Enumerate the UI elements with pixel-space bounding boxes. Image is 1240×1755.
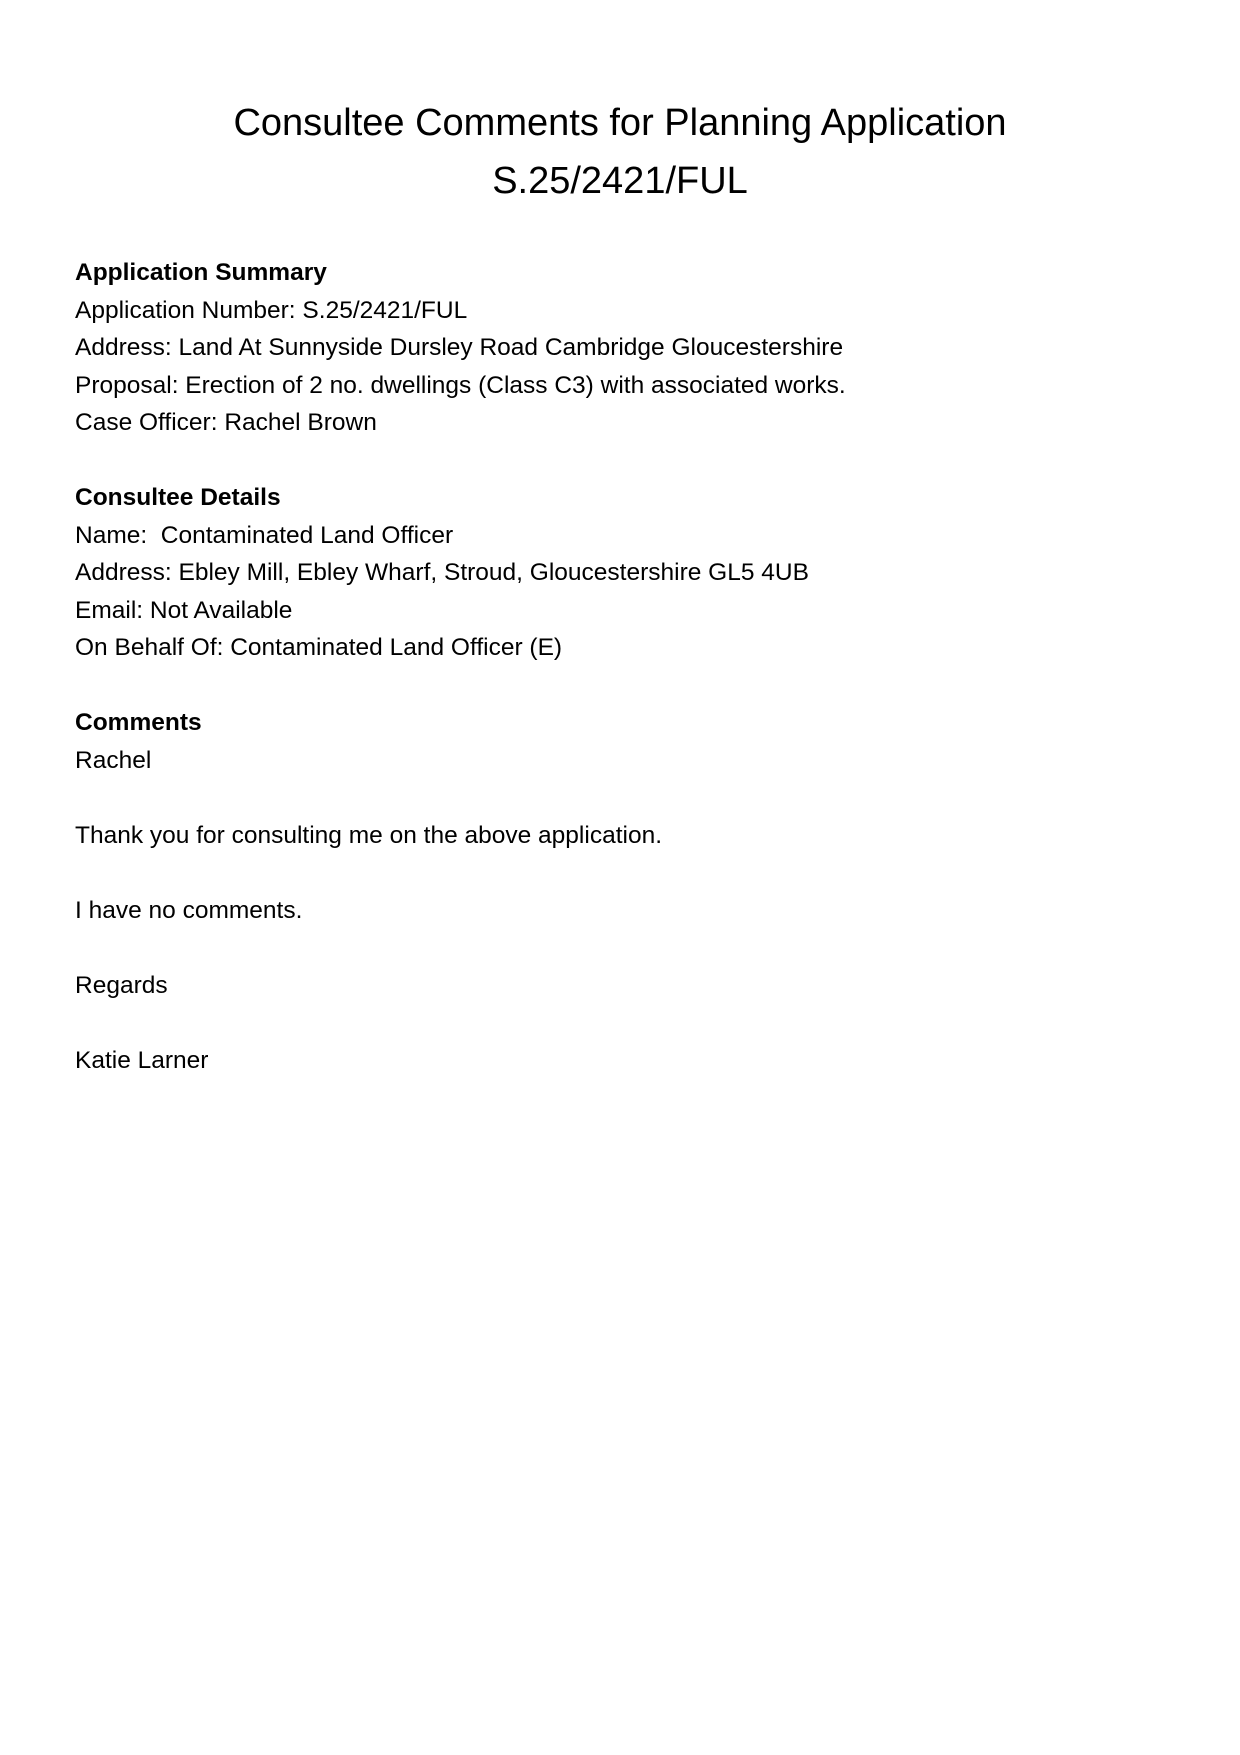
consultee-address: Address: Ebley Mill, Ebley Wharf, Stroud, Gloucestershire GL5 4UB [75,559,809,586]
consultee-on-behalf-of: On Behalf Of: Contaminated Land Officer (E) [75,634,563,661]
consultee-details-heading: Consultee Details [75,484,281,511]
title-line-1: Consultee Comments for Planning Application [233,102,1007,144]
comments-section [75,704,1175,1079]
comment-paragraph-2: I have no comments. [75,896,303,924]
case-officer: Case Officer: Rachel Brown [75,409,377,436]
comment-paragraph-1: Thank you for consulting me on the above application. [75,821,663,849]
comment-salutation: Rachel [75,746,152,774]
consultee-name: Name: Contaminated Land Officer [75,521,454,549]
consultee-email: Email: Not Available [75,596,293,624]
application-proposal: Proposal: Erection of 2 no. dwellings (Class C3) with associated works. [75,371,846,399]
document-title [0,94,1240,210]
consultee-details-section [75,479,1175,667]
application-address: Address: Land At Sunnyside Dursley Road Cambridge Gloucestershire [75,334,844,361]
comment-signature: Katie Larner [75,1046,209,1074]
application-summary-section [75,254,1175,442]
comment-closing: Regards [75,971,168,999]
application-summary-heading: Application Summary [75,259,327,286]
application-number: Application Number: S.25/2421/FUL [75,296,468,324]
comments-heading: Comments [75,709,202,736]
title-line-2: S.25/2421/FUL [492,160,748,202]
